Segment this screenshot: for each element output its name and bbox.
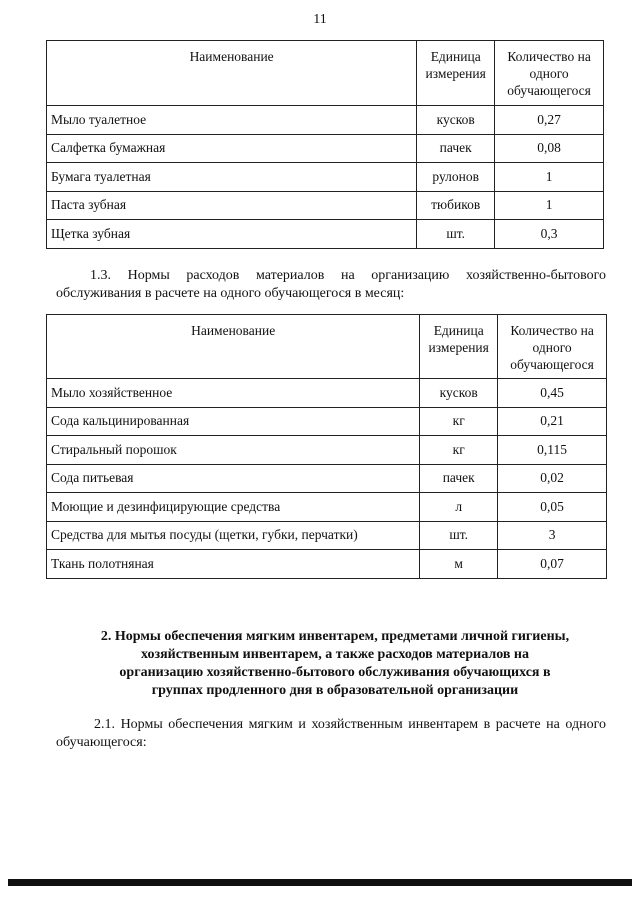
cell-qty: 0,27 (495, 106, 604, 135)
cell-qty: 0,45 (498, 379, 607, 408)
cell-name: Ткань полотняная (47, 550, 420, 579)
cell-unit: шт. (417, 220, 495, 249)
cell-name: Средства для мытья посуды (щетки, губки, перчатки) (47, 521, 420, 550)
cell-qty: 0,115 (498, 436, 607, 465)
table-row (47, 106, 604, 135)
hygiene-items-table (46, 40, 604, 249)
cell-qty: 0,05 (498, 493, 607, 522)
cell-qty: 0,02 (498, 464, 607, 493)
cell-unit: л (420, 493, 498, 522)
header-qty: Количество на одного обучающегося (495, 41, 604, 106)
table-row (47, 521, 607, 550)
table-row (47, 220, 604, 249)
cell-name: Щетка зубная (47, 220, 417, 249)
table-header-row (47, 315, 607, 379)
header-unit: Единица измерения (417, 41, 495, 106)
cell-unit: кусков (417, 106, 495, 135)
cell-unit: кг (420, 407, 498, 436)
cell-name: Стиральный порошок (47, 436, 420, 465)
header-unit: Единица измерения (420, 315, 498, 379)
cell-unit: рулонов (417, 163, 495, 192)
cell-unit: тюбиков (417, 191, 495, 220)
table-header-row (47, 41, 604, 106)
materials-table (46, 314, 607, 579)
table-row (47, 407, 607, 436)
cell-unit: кусков (420, 379, 498, 408)
scan-edge-bar (8, 879, 632, 886)
cell-unit: м (420, 550, 498, 579)
header-name: Наименование (47, 315, 420, 379)
cell-name: Сода питьевая (47, 464, 420, 493)
section-2-1-paragraph: 2.1. Нормы обеспечения мягким и хозяйственным инвентарем в расчете на одного обучающегося: (56, 717, 606, 750)
table-row (47, 163, 604, 192)
cell-unit: кг (420, 436, 498, 465)
header-qty: Количество на одного обучающегося (498, 315, 607, 379)
table-row (47, 493, 607, 522)
table-row (47, 134, 604, 163)
cell-name: Сода кальцинированная (47, 407, 420, 436)
cell-name: Паста зубная (47, 191, 417, 220)
table-row (47, 464, 607, 493)
table-row (47, 550, 607, 579)
cell-name: Мыло хозяйственное (47, 379, 420, 408)
cell-qty: 1 (495, 163, 604, 192)
cell-unit: пачек (417, 134, 495, 163)
cell-unit: шт. (420, 521, 498, 550)
cell-qty: 0,21 (498, 407, 607, 436)
cell-qty: 3 (498, 521, 607, 550)
cell-qty: 0,3 (495, 220, 604, 249)
cell-qty: 0,08 (495, 134, 604, 163)
table-row (47, 379, 607, 408)
cell-name: Моющие и дезинфицирующие средства (47, 493, 420, 522)
table-row (47, 191, 604, 220)
header-name: Наименование (47, 41, 417, 106)
cell-qty: 0,07 (498, 550, 607, 579)
section-1-3-paragraph: 1.3. Нормы расходов материалов на организацию хозяйственно-бытового обслуживания в расчете на одного обучающегося в месяц: (56, 268, 606, 301)
section-2-heading: 2. Нормы обеспечения мягким инвентарем, предметами личной гигиены, хозяйственным инвентарем, а также расходов материалов на организацию хозяйственно-бытового обслуживания обучающихся в группах продленного дня в образовательной организации (100, 629, 570, 698)
cell-qty: 1 (495, 191, 604, 220)
table-row (47, 436, 607, 465)
cell-name: Мыло туалетное (47, 106, 417, 135)
page-number: 11 (313, 12, 327, 27)
cell-name: Бумага туалетная (47, 163, 417, 192)
cell-name: Салфетка бумажная (47, 134, 417, 163)
cell-unit: пачек (420, 464, 498, 493)
